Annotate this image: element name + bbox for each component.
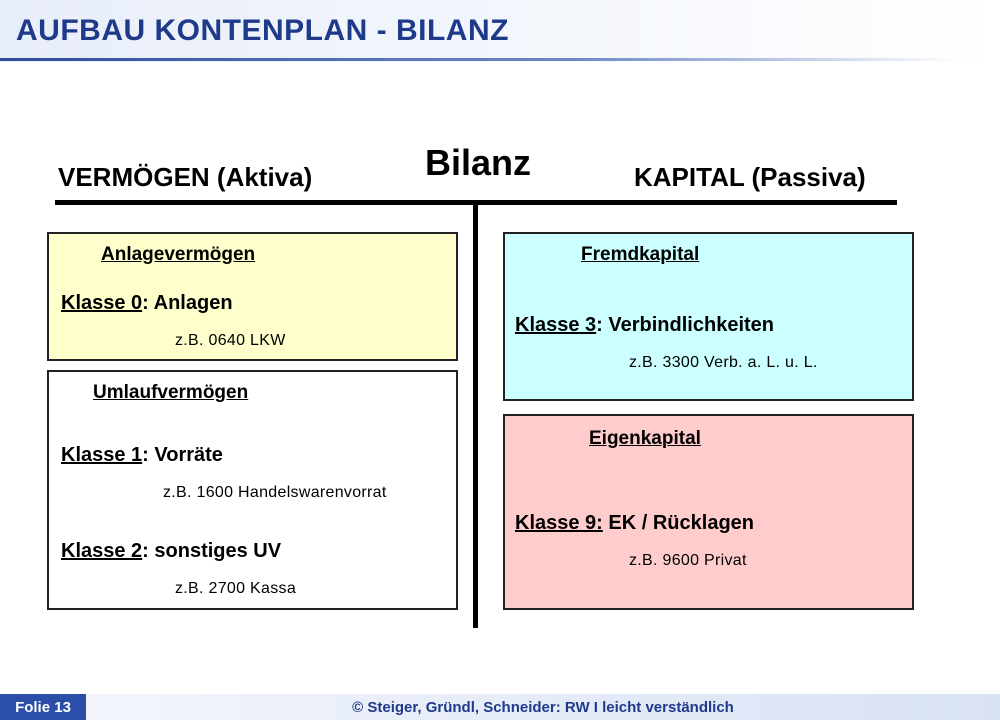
klasse-0-example: z.B. 0640 LKW	[175, 332, 286, 349]
slide-title: AUFBAU KONTENPLAN - BILANZ	[16, 14, 509, 47]
umlaufvermoegen-box	[47, 370, 458, 610]
klasse-3-text: : Verbindlichkeiten	[596, 314, 774, 336]
t-account-vertical-line	[473, 200, 478, 628]
klasse-2-example: z.B. 2700 Kassa	[175, 580, 297, 597]
klasse-9-label: Klasse 9:	[515, 512, 603, 534]
eigenkapital-box	[503, 414, 914, 610]
klasse-9-line	[515, 512, 754, 535]
anlagevermoegen-box	[47, 232, 458, 361]
klasse-1-line	[61, 444, 223, 467]
passiva-heading: KAPITAL (Passiva)	[634, 162, 866, 192]
eigenkapital-heading: Eigenkapital	[589, 428, 701, 449]
klasse-1-example: z.B. 1600 Handelswarenvorrat	[163, 484, 387, 501]
klasse-2-line	[61, 540, 281, 563]
klasse-0-text: : Anlagen	[142, 292, 233, 314]
anlagevermoegen-heading: Anlagevermögen	[101, 244, 256, 265]
klasse-0-label: Klasse 0	[61, 292, 143, 314]
fremdkapital-box	[503, 232, 914, 401]
klasse-9-text: EK / Rücklagen	[602, 512, 754, 534]
slide-number: Folie 13	[0, 694, 86, 720]
klasse-9-example: z.B. 9600 Privat	[629, 552, 747, 569]
aktiva-heading: VERMÖGEN (Aktiva)	[58, 162, 313, 192]
bilanz-title: Bilanz	[425, 142, 532, 183]
klasse-1-label: Klasse 1	[61, 444, 143, 466]
fremdkapital-heading: Fremdkapital	[581, 244, 700, 265]
footer-copyright: © Steiger, Gründl, Schneider: RW I leicht verständlich	[352, 698, 734, 716]
klasse-0-line	[61, 292, 233, 315]
klasse-3-line	[515, 314, 774, 337]
klasse-2-label: Klasse 2	[61, 540, 143, 562]
klasse-3-example: z.B. 3300 Verb. a. L. u. L.	[629, 354, 818, 371]
klasse-3-label: Klasse 3	[515, 314, 597, 336]
header-rule	[0, 58, 960, 61]
klasse-2-text: : sonstiges UV	[142, 540, 282, 562]
umlaufvermoegen-heading: Umlaufvermögen	[93, 382, 249, 403]
klasse-1-text: : Vorräte	[142, 444, 223, 466]
